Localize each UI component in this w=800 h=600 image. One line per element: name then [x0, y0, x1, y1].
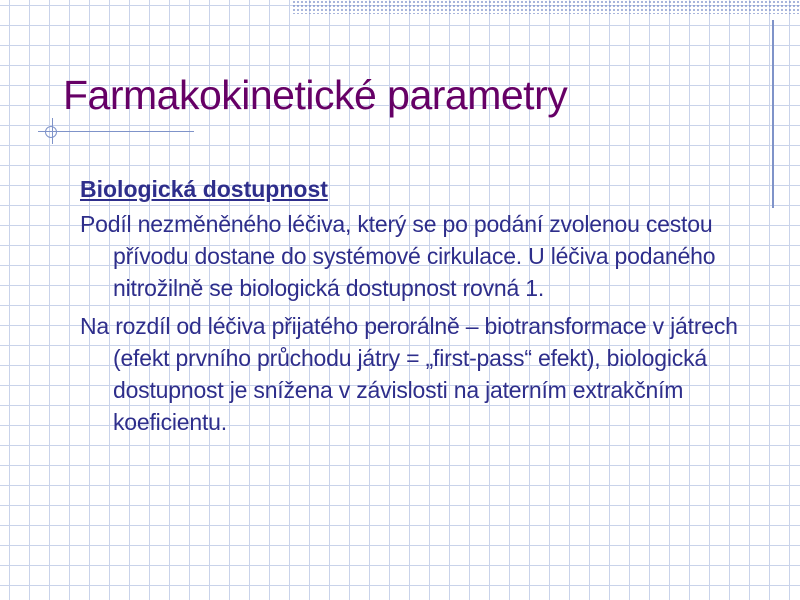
title-underline-decoration [38, 131, 194, 132]
paragraph-first-pass: Na rozdíl od léčiva přijatého perorálně – biotransformace v játrech (efekt prvního průchodu játry = „first-pass“ efekt), biologická dostupnost je snížena v závislosti na jaterním extrakčním koeficientu. [80, 313, 738, 435]
slide-title: Farmakokinetické parametry [63, 72, 568, 118]
paragraph-definition: Podíl nezměněného léčiva, který se po podání zvolenou cestou přívodu dostane do systémové cirkulace. U léčiva podaného nitrožilně se biologická dostupnost rovná 1. [80, 211, 716, 301]
crosshair-circle-icon [45, 126, 57, 138]
dotted-decoration [292, 0, 800, 14]
slide-body [80, 174, 750, 444]
section-heading: Biologická dostupnost [80, 176, 328, 202]
vertical-accent-line [772, 20, 774, 208]
